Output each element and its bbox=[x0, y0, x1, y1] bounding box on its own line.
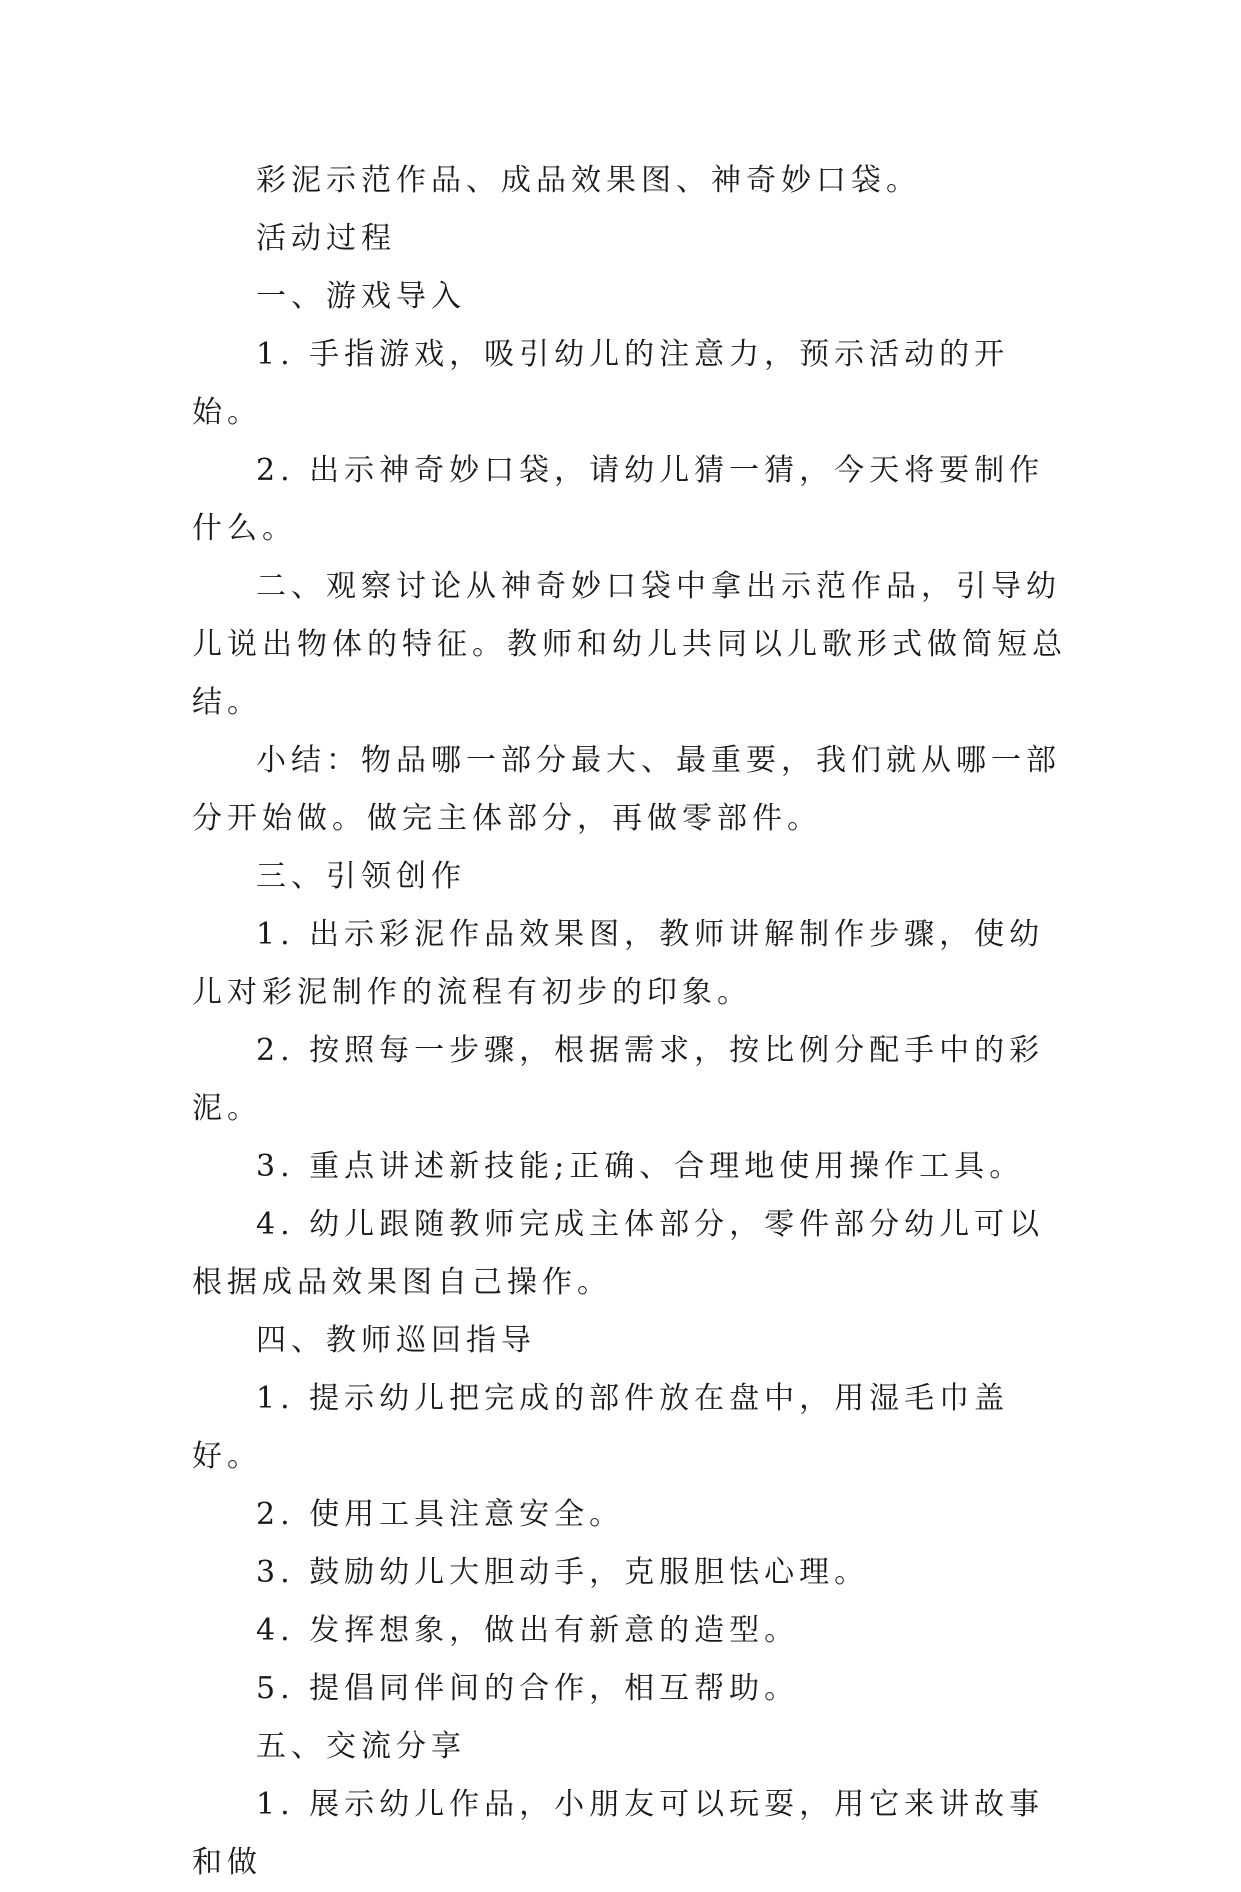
summary-paragraph: 小结：物品哪一部分最大、最重要，我们就从哪一部分开始做。做完主体部分，再做零部件。 bbox=[192, 743, 1061, 836]
section-heading-1: 一、游戏导入 bbox=[256, 279, 466, 314]
list-item: 1. 手指游戏，吸引幼儿的注意力，预示活动的开始。 bbox=[192, 337, 1010, 430]
list-item: 1. 展示幼儿作品，小朋友可以玩耍，用它来讲故事和做 bbox=[192, 1787, 1045, 1880]
list-item: 2. 按照每一步骤，根据需求，按比例分配手中的彩泥。 bbox=[192, 1033, 1045, 1126]
section-heading-4: 四、教师巡回指导 bbox=[256, 1323, 536, 1358]
list-item: 5. 提倡同伴间的合作，相互帮助。 bbox=[256, 1671, 800, 1706]
list-item: 1. 提示幼儿把完成的部件放在盘中，用湿毛巾盖好。 bbox=[192, 1381, 1010, 1474]
list-item: 4. 发挥想象，做出有新意的造型。 bbox=[256, 1613, 800, 1648]
section-heading-3: 三、引领创作 bbox=[256, 859, 466, 894]
list-item: 3. 重点讲述新技能;正确、合理地使用操作工具。 bbox=[256, 1149, 1025, 1184]
materials-paragraph: 彩泥示范作品、成品效果图、神奇妙口袋。 bbox=[256, 163, 921, 198]
list-item: 4. 幼儿跟随教师完成主体部分，零件部分幼儿可以根据成品效果图自己操作。 bbox=[192, 1207, 1045, 1300]
list-item: 3. 鼓励幼儿大胆动手，克服胆怯心理。 bbox=[256, 1555, 870, 1590]
document-body bbox=[192, 152, 1072, 1892]
section-heading-process: 活动过程 bbox=[256, 221, 396, 256]
list-item: 2. 使用工具注意安全。 bbox=[256, 1497, 625, 1532]
list-item: 2. 出示神奇妙口袋，请幼儿猜一猜，今天将要制作什么。 bbox=[192, 453, 1045, 546]
list-item: 1. 出示彩泥作品效果图，教师讲解制作步骤，使幼儿对彩泥制作的流程有初步的印象。 bbox=[192, 917, 1045, 1010]
section-heading-5: 五、交流分享 bbox=[256, 1729, 466, 1764]
section-heading-2: 二、观察讨论从神奇妙口袋中拿出示范作品，引导幼儿说出物体的特征。教师和幼儿共同以儿歌形式做简短总结。 bbox=[192, 569, 1067, 720]
